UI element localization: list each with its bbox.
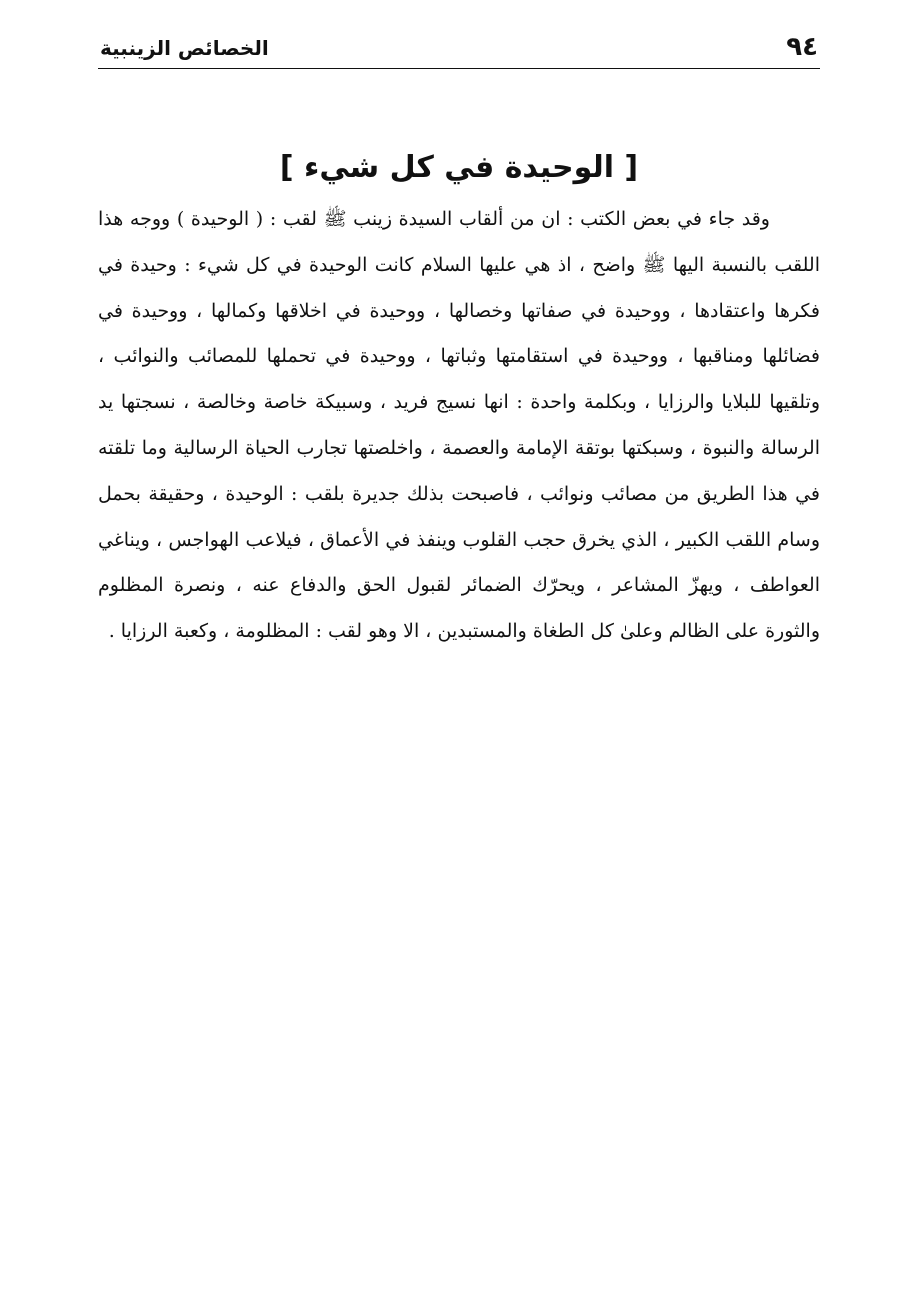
section-title: [ الوحيدة في كل شيء ] — [279, 150, 639, 185]
body-paragraph: وقد جاء في بعض الكتب : ان من ألقاب السيدة زينب ﷺ لقب : ( الوحيدة ) ووجه هذا اللقب بالنسبة اليها ﷺ واضح ، اذ هي عليها السلام كانت الوحيدة في كل شيء : وحيدة في فكرها واعتقادها ، ووحيدة في صفاتها وخصالها ، ووحيدة في اخلاقها وكمالها ، ووحيدة في فضائلها ومناقبها ، ووحيدة في استقامتها وثباتها ، ووحيدة في تحملها للمصائب والنوائب ، وتلقيها للبلايا والرزايا ، وبكلمة واحدة : انها نسيج فريد ، وسبيكة خاصة وخالصة ، نسجتها يد الرسالة والنبوة ، وسبكتها بوتقة الإمامة والعصمة ، واخلصتها تجارب الحياة الرسالية وما تلقته في هذا الطريق من مصائب ونوائب ، فاصبحت بذلك جديرة بلقب : الوحيدة ، وحقيقة بحمل وسام اللقب الكبير ، الذي يخرق حجب القلوب وينفذ في الأعماق ، فيلاعب الهواجس ، ويناغي العواطف ، ويهزّ المشاعر ، ويحرّك الضمائر لقبول الحق والدفاع عنه ، ونصرة المظلوم والثورة على الظالم وعلىٰ كل الطغاة والمستبدين ، الا وهو لقب : المظلومة ، وكعبة الرزايا . — [98, 208, 820, 643]
running-title: الخصائص الزينبية — [100, 36, 269, 60]
page-header — [98, 30, 820, 69]
page-number: ٩٤ — [786, 32, 818, 62]
